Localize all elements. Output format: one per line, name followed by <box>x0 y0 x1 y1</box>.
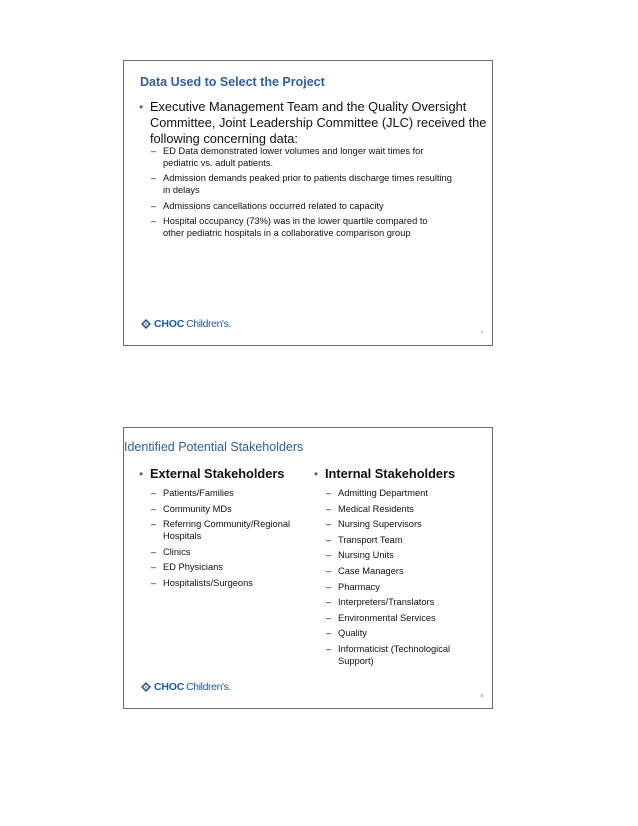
sub-bullet-line: ED Data demonstrated lower volumes and longer wait times for <box>163 146 424 156</box>
stakeholder-item: – Clinics <box>151 546 191 557</box>
stakeholder-item: – Community MDs <box>151 503 232 514</box>
stakeholder-item-line: Transport Team <box>338 534 403 545</box>
stakeholder-item-line: Pharmacy <box>338 581 380 592</box>
stakeholder-item-line: Admitting Department <box>338 488 428 498</box>
choc-logo <box>140 317 231 331</box>
stakeholder-item: – Hospitalists/Surgeons <box>151 578 253 588</box>
stakeholder-item: – Patients/Families <box>151 488 234 498</box>
stakeholder-item: – Transport Team <box>326 534 403 545</box>
sub-bullet: – Admissions cancellations occurred related to capacity <box>151 201 384 211</box>
bullet-marker: • <box>139 100 144 114</box>
heading-text: Internal Stakeholders <box>325 466 456 481</box>
heading-text: External Stakeholders <box>150 466 285 481</box>
bullet-line: Executive Management Team and the Quality Oversight <box>150 99 467 114</box>
slide-title: Data Used to Select the Project <box>140 75 325 89</box>
external-heading <box>139 466 285 482</box>
sub-bullet-line: other pediatric hospitals in a collaborative comparison group <box>163 228 411 238</box>
bullet-line: Committee, Joint Leadership Committee (JLC) received the <box>150 115 487 130</box>
sub-bullet: – Admission demands peaked prior to patients discharge times resulting in delays <box>151 173 452 195</box>
sub-bullet-line: Admission demands peaked prior to patients discharge times resulting <box>163 173 452 183</box>
sub-bullet: – ED Data demonstrated lower volumes and longer wait times for pediatric vs. adult patients. <box>151 146 424 168</box>
choc-logo-icon <box>140 681 152 693</box>
sub-bullet-line: Hospital occupancy (73%) was in the lower quartile compared to <box>163 216 428 226</box>
stakeholder-item-line: Referring Community/Regional <box>163 519 291 530</box>
stakeholder-item-line: Clinics <box>163 546 191 557</box>
stakeholder-item: – Informaticist (Technological Support) <box>326 644 451 666</box>
slide-8 <box>123 427 493 709</box>
bullet-main <box>139 99 487 147</box>
stakeholder-item: – Environmental Services <box>326 612 436 623</box>
stakeholder-item-line: ED Physicians <box>163 562 223 573</box>
stakeholder-item-line: Case Managers <box>338 566 404 576</box>
stakeholder-item: – Nursing Units <box>326 550 394 561</box>
stakeholder-item: – Pharmacy <box>326 581 380 592</box>
stakeholder-item-line: Interpreters/Translators <box>338 597 435 608</box>
stakeholder-item: – ED Physicians <box>151 562 223 573</box>
stakeholder-item-line: Informaticist (Technological <box>338 644 451 654</box>
stakeholder-item-line: Hospitalists/Surgeons <box>163 578 253 588</box>
logo-text-regular: Children's. <box>186 318 232 330</box>
sub-bullet-line: Admissions cancellations occurred related to capacity <box>163 201 384 211</box>
stakeholder-item: – Quality <box>326 628 367 639</box>
choc-logo <box>140 680 231 694</box>
stakeholder-item: – Interpreters/Translators <box>326 597 435 608</box>
page-number: 8 <box>480 693 483 698</box>
logo-text-regular: Children's. <box>186 681 232 693</box>
stakeholder-item-line: Nursing Units <box>338 550 394 561</box>
stakeholder-item: – Medical Residents <box>326 503 414 514</box>
stakeholder-item-line: Patients/Families <box>163 488 234 498</box>
sub-bullet-line: in delays <box>163 185 200 195</box>
stakeholder-item-line: Hospitals <box>163 531 202 542</box>
stakeholder-item: – Referring Community/Regional Hospitals <box>151 519 291 542</box>
stakeholder-item: – Nursing Supervisors <box>326 519 422 530</box>
stakeholder-item-line: Quality <box>338 628 367 639</box>
stakeholder-item: – Admitting Department <box>326 488 428 498</box>
slide-title: Identified Potential Stakeholders <box>124 440 304 454</box>
stakeholder-item: – Case Managers <box>326 566 404 576</box>
sub-bullet: – Hospital occupancy (73%) was in the lower quartile compared to other pediatric hospitals in a collaborative comparison group <box>151 216 428 238</box>
stakeholder-item-line: Nursing Supervisors <box>338 519 422 530</box>
logo-text-bold: CHOC <box>154 681 185 693</box>
bullet-marker: • <box>314 467 319 481</box>
choc-logo-icon <box>140 318 152 330</box>
bullet-line: following concerning data: <box>150 131 298 146</box>
stakeholder-item-line: Environmental Services <box>338 612 436 623</box>
stakeholder-item-line: Medical Residents <box>338 503 414 514</box>
page-number: 7 <box>480 330 483 335</box>
stakeholder-item-line: Support) <box>338 656 374 666</box>
stakeholder-item-line: Community MDs <box>163 503 232 514</box>
internal-heading <box>314 466 456 482</box>
slide-7 <box>123 60 493 346</box>
bullet-marker: • <box>139 467 144 481</box>
sub-bullet-line: pediatric vs. adult patients. <box>163 158 274 168</box>
logo-text-bold: CHOC <box>154 318 185 330</box>
